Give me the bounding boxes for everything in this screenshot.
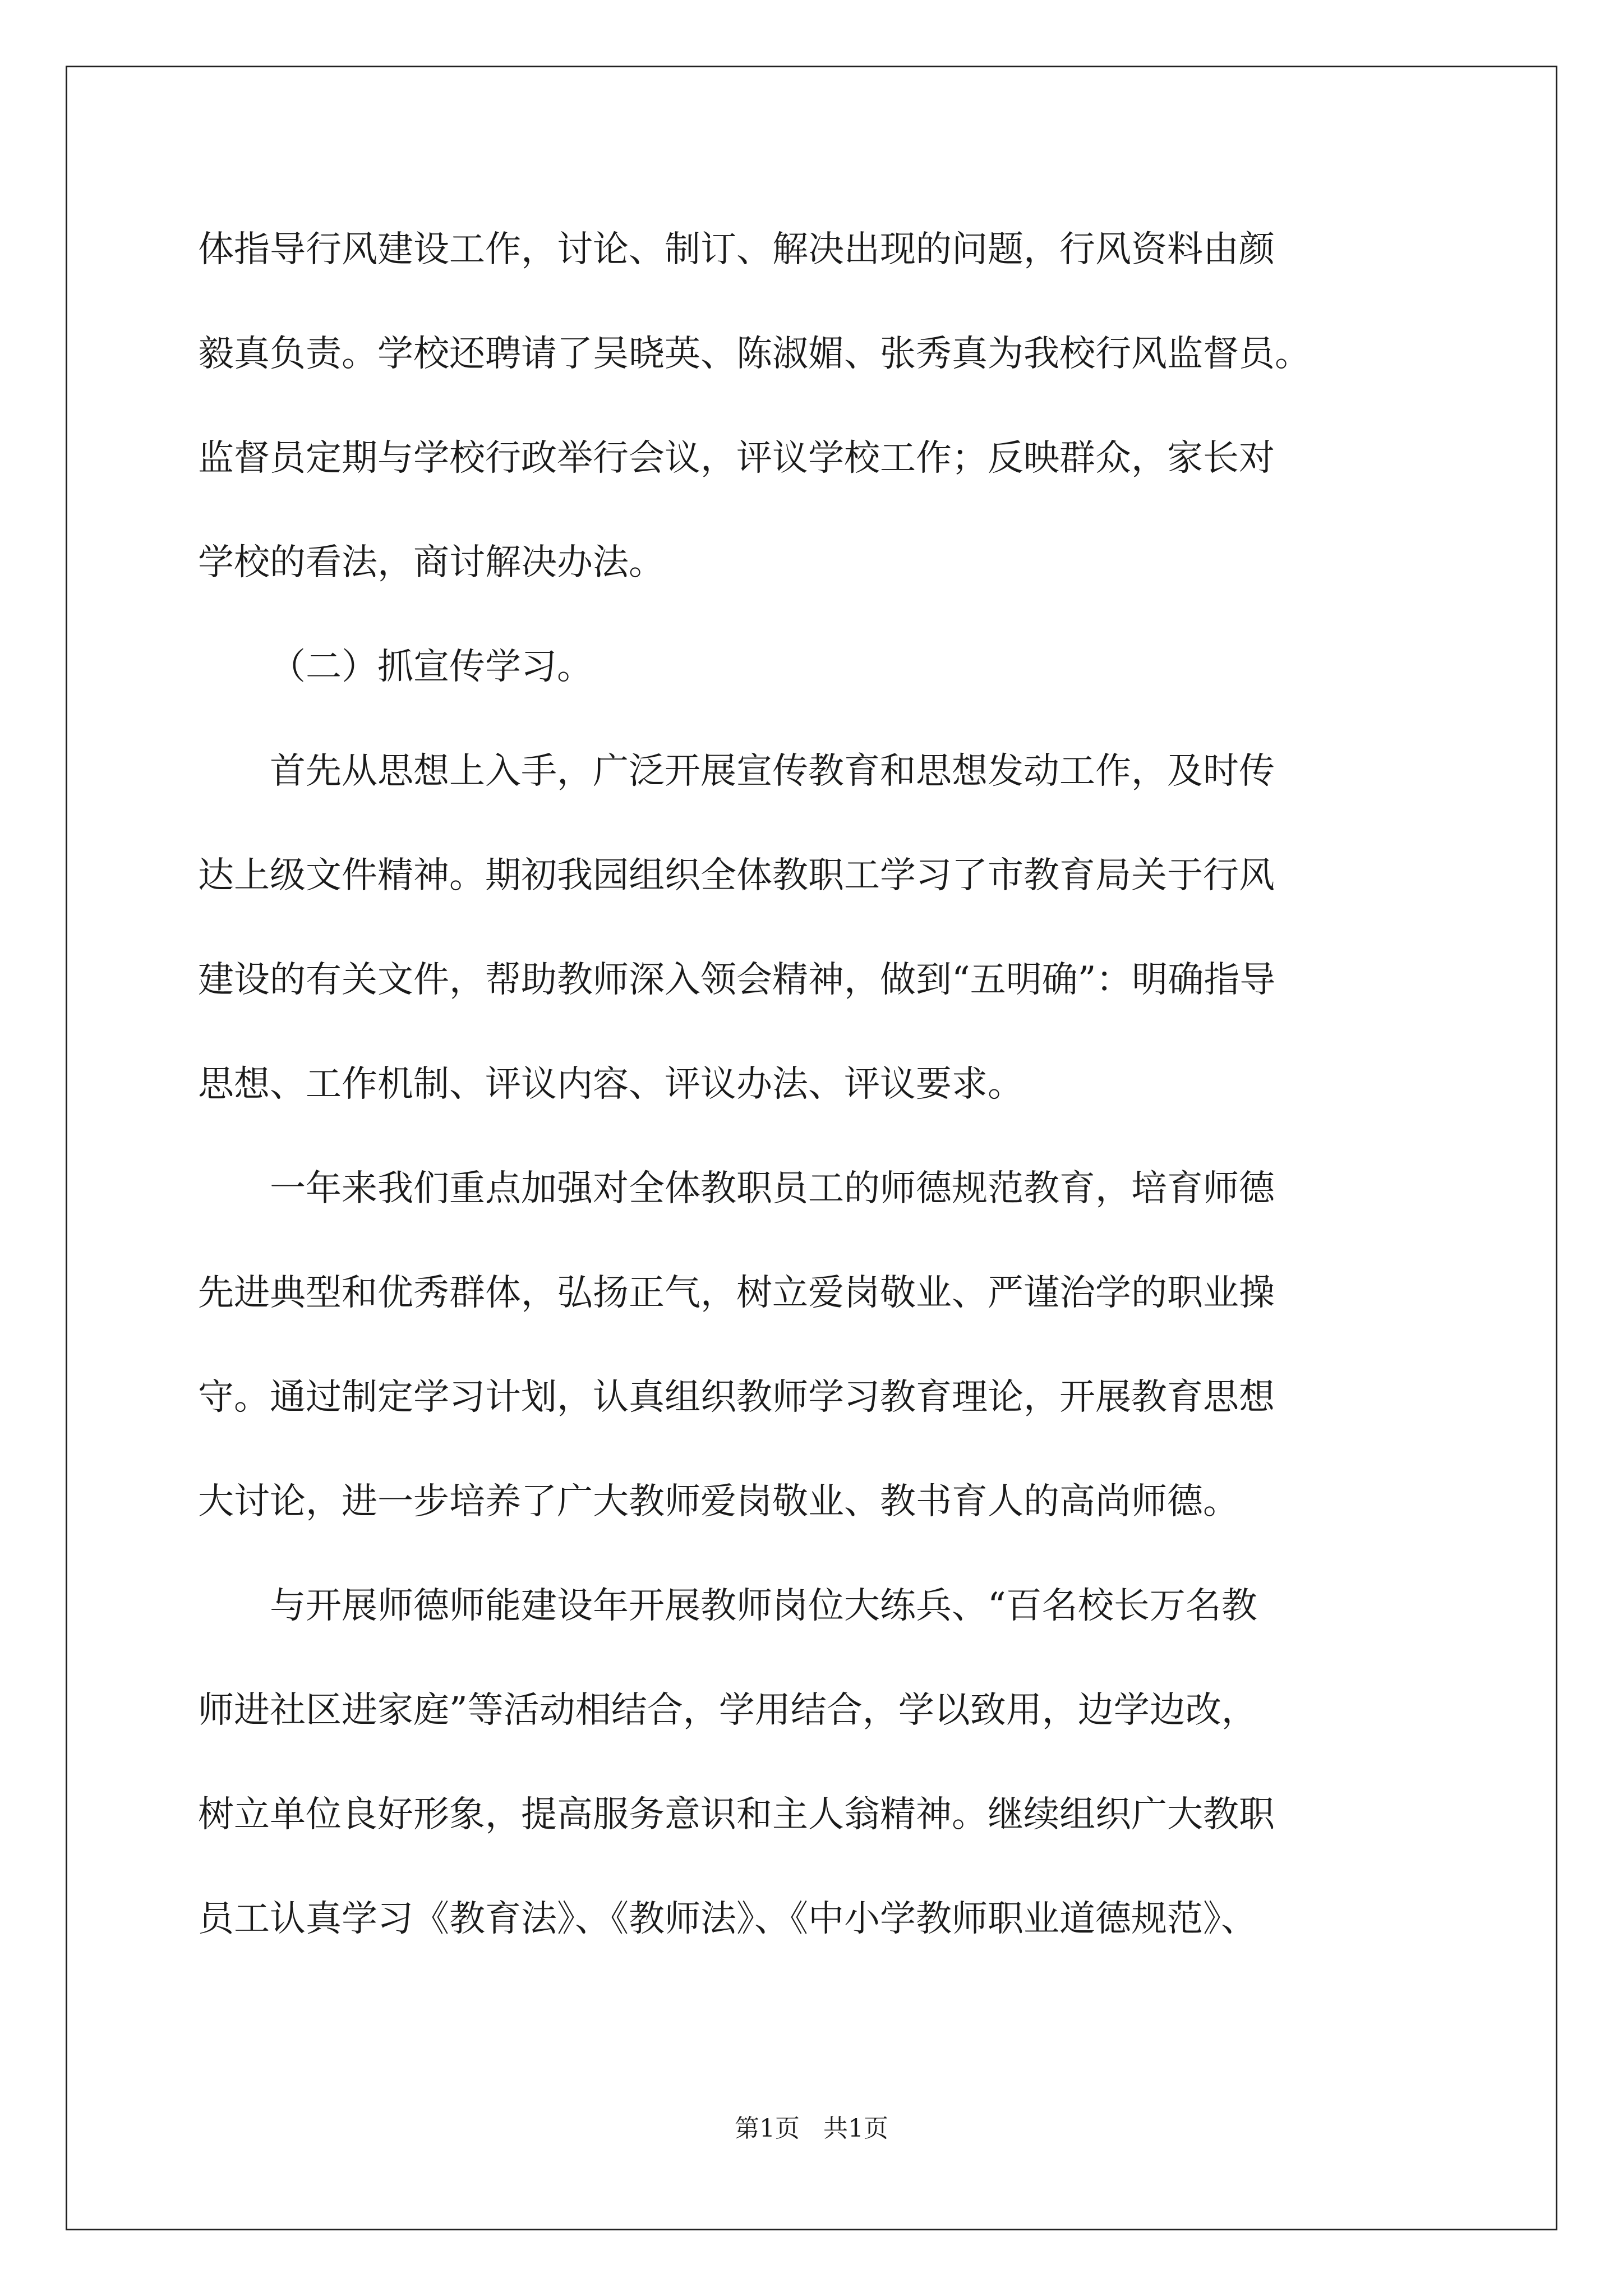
section-heading: （二）抓宣传学习。 <box>270 646 593 688</box>
text-line: 监督员定期与学校行政举行会议，评议学校工作；反映群众，家长对 <box>198 438 1275 479</box>
text-line: 首先从思想上入手，广泛开展宣传教育和思想发动工作，及时传 <box>270 751 1275 792</box>
text-line: 大讨论，进一步培养了广大教师爱岗敬业、教书育人的高尚师德。 <box>198 1481 1239 1522</box>
text-line: 毅真负责。学校还聘请了吴晓英、陈淑媚、张秀真为我校行风监督员。 <box>198 333 1311 375</box>
text-line: 达上级文件精神。期初我园组织全体教职工学习了市教育局关于行风 <box>198 855 1275 896</box>
text-line: 学校的看法，商讨解决办法。 <box>198 542 665 583</box>
text-line: 先进典型和优秀群体，弘扬正气，树立爱岗敬业、严谨治学的职业操 <box>198 1272 1275 1314</box>
text-line: 建设的有关文件，帮助教师深入领会精神，做到“五明确”：明确指导 <box>198 959 1276 1001</box>
text-line: 思想、工作机制、评议内容、评议办法、评议要求。 <box>198 1064 1023 1105</box>
text-line: 一年来我们重点加强对全体教职员工的师德规范教育，培育师德 <box>270 1168 1275 1209</box>
text-line: 师进社区进家庭”等活动相结合，学用结合，学以致用，边学边改， <box>198 1690 1257 1731</box>
text-line: 与开展师德师能建设年开展教师岗位大练兵、“百名校长万名教 <box>270 1585 1257 1627</box>
text-line: 树立单位良好形象，提高服务意识和主人翁精神。继续组织广大教职 <box>198 1794 1275 1835</box>
document-body <box>198 219 1429 1993</box>
text-line: 员工认真学习《教育法》、《教师法》、《中小学教师职业道德规范》、 <box>198 1898 1257 1940</box>
text-line: 守。通过制定学习计划，认真组织教师学习教育理论，开展教育思想 <box>198 1377 1275 1418</box>
text-line: 体指导行风建设工作，讨论、制订、解决出现的问题，行风资料由颜 <box>198 229 1275 270</box>
page-footer: 第1页 共1页 <box>735 2114 888 2143</box>
